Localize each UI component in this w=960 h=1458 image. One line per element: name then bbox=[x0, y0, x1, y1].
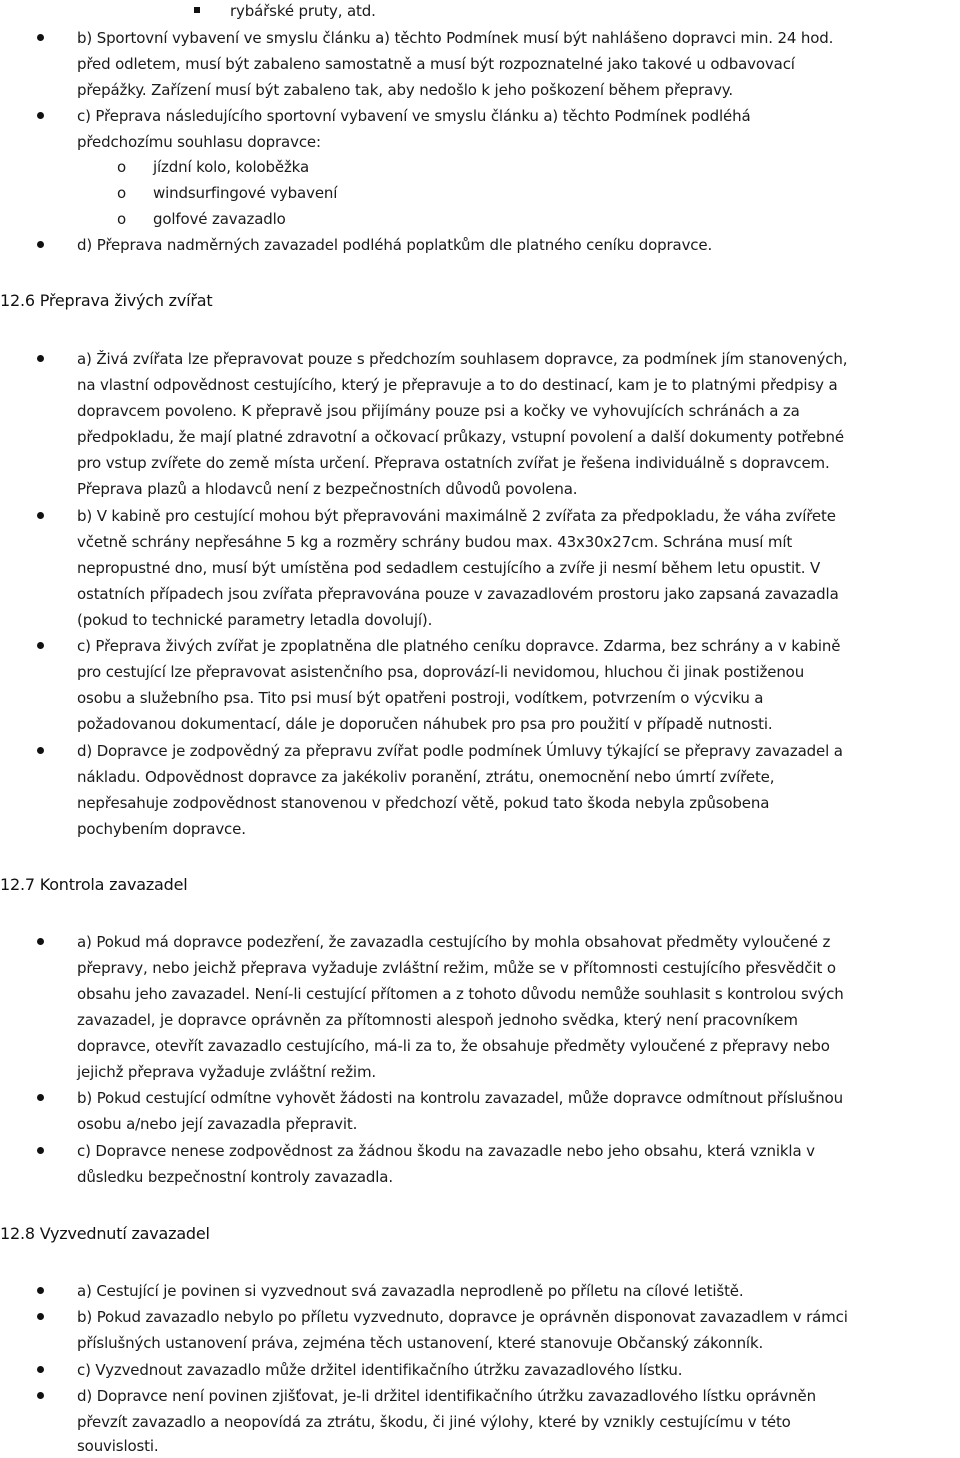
paragraph-line: ostatních případech jsou zvířata přepravována pouze v zavazadlovém prostoru jako zapsaná zavazadla bbox=[77, 585, 839, 603]
bullet-icon bbox=[37, 1147, 44, 1154]
paragraph-line: požadovanou dokumentací, dále je doporučen náhubek pro psa pro použití v případě nutnosti. bbox=[77, 715, 773, 733]
list-item-c-line-1: c) Přeprava následujícího sportovní vybavení ve smyslu článku a) těchto Podmínek podléhá bbox=[77, 107, 751, 125]
sub-list-marker: o bbox=[117, 210, 127, 228]
paragraph-line: dopravcem povoleno. K přepravě jsou přijímány pouze psi a kočky ve vyhovujících schránách a za bbox=[77, 402, 800, 420]
sub-list-item-windsurf: windsurfingové vybavení bbox=[153, 184, 338, 202]
section-heading-12-8: 12.8 Vyzvednutí zavazadel bbox=[0, 1224, 210, 1243]
bullet-icon bbox=[37, 512, 44, 519]
paragraph-line: osobu a/nebo její zavazadla přepravit. bbox=[77, 1115, 358, 1133]
paragraph-line: souvislosti. bbox=[77, 1437, 159, 1455]
paragraph-line: c) Vyzvednout zavazadlo může držitel identifikačního útržku zavazadlového lístku. bbox=[77, 1361, 683, 1379]
paragraph-line: a) Pokud má dopravce podezření, že zavazadla cestujícího by mohla obsahovat předměty vyloučené z bbox=[77, 933, 831, 951]
paragraph-line: b) V kabině pro cestující mohou být přepravováni maximálně 2 zvířata za předpokladu, že váha zvířete bbox=[77, 507, 836, 525]
paragraph-line: pro cestující lze přepravovat asistenčního psa, doprovází-li nevidomou, hluchou či jinak postiženou bbox=[77, 663, 805, 681]
paragraph-line: a) Cestující je povinen si vyzvednout svá zavazadla neprodleně po příletu na cílové letiště. bbox=[77, 1282, 744, 1300]
paragraph-line: c) Dopravce nenese zodpovědnost za žádnou škodu na zavazadle nebo jeho obsahu, která vznikla v bbox=[77, 1142, 815, 1160]
bullet-icon bbox=[37, 112, 44, 119]
section-heading-12-7: 12.7 Kontrola zavazadel bbox=[0, 875, 188, 894]
paragraph-line: d) Dopravce je zodpovědný za přepravu zvířat podle podmínek Úmluvy týkající se přepravy zavazadel a bbox=[77, 742, 843, 760]
paragraph-line: převzít zavazadlo a neopovídá za ztrátu, škodu, či jiné výlohy, které by vznikly cestujícímu v této bbox=[77, 1413, 791, 1431]
paragraph-line: pro vstup zvířete do země místa určení. Přeprava ostatních zvířat je řešena individuálně s dopravcem. bbox=[77, 454, 830, 472]
list-item-b-line-3: přepážky. Zařízení musí být zabaleno tak, aby nedošlo k jeho poškození během přepravy. bbox=[77, 81, 734, 99]
paragraph-line: nepropustné dno, musí být umístěna pod sedadlem cestujícího a zvíře ji nesmí během letu opustit. V bbox=[77, 559, 821, 577]
paragraph-line: b) Pokud zavazadlo nebylo po příletu vyzvednuto, dopravce je oprávněn disponovat zavazadlem v rámci bbox=[77, 1308, 848, 1326]
square-bullet-icon bbox=[194, 7, 200, 13]
paragraph-line: b) Pokud cestující odmítne vyhovět žádosti na kontrolu zavazadel, může dopravce odmítnout příslušnou bbox=[77, 1089, 844, 1107]
list-item-d-line-1: d) Přeprava nadměrných zavazadel podléhá poplatkům dle platného ceníku dopravce. bbox=[77, 236, 713, 254]
bullet-icon bbox=[37, 1366, 44, 1373]
paragraph-line: včetně schrány nepřesáhne 5 kg a rozměry schrány budou max. 43x30x27cm. Schrána musí mít bbox=[77, 533, 793, 551]
paragraph-line: c) Přeprava živých zvířat je zpoplatněna dle platného ceníku dopravce. Zdarma, bez schrány a v kabině bbox=[77, 637, 841, 655]
paragraph-line: Přeprava plazů a hlodavců není z bezpečnostních důvodů povolena. bbox=[77, 480, 578, 498]
paragraph-line: přepravy, nebo jeichž přeprava vyžaduje zvláštní režim, může se v přítomnosti cestujícího přesvědčit o bbox=[77, 959, 836, 977]
paragraph-line: jejichž přeprava vyžaduje zvláštní režim. bbox=[77, 1063, 377, 1081]
sub-list-item-bike: jízdní kolo, koloběžka bbox=[153, 158, 309, 176]
paragraph-line: důsledku bezpečnostní kontroly zavazadla. bbox=[77, 1168, 393, 1186]
paragraph-line: osobu a služebního psa. Tito psi musí být opatřeni postroji, vodítkem, potvrzením o výcviku a bbox=[77, 689, 764, 707]
list-item-b-line-1: b) Sportovní vybavení ve smyslu článku a) těchto Podmínek musí být nahlášeno dopravci min. 24 hod. bbox=[77, 29, 834, 47]
bullet-icon bbox=[37, 34, 44, 41]
paragraph-line: pochybením dopravce. bbox=[77, 820, 246, 838]
list-subitem-fishing-rods: rybářské pruty, atd. bbox=[230, 2, 376, 20]
sub-list-marker: o bbox=[117, 158, 127, 176]
bullet-icon bbox=[37, 1313, 44, 1320]
paragraph-line: (pokud to technické parametry letadla dovolují). bbox=[77, 611, 433, 629]
sub-list-marker: o bbox=[117, 184, 127, 202]
paragraph-line: a) Živá zvířata lze přepravovat pouze s předchozím souhlasem dopravce, za podmínek jím stanovených, bbox=[77, 350, 848, 368]
section-heading-12-6: 12.6 Přeprava živých zvířat bbox=[0, 291, 213, 310]
list-item-c-line-2: předchozímu souhlasu dopravce: bbox=[77, 133, 321, 151]
bullet-icon bbox=[37, 1094, 44, 1101]
paragraph-line: předpokladu, že mají platné zdravotní a očkovací průkazy, vstupní povolení a další dokumenty potřebné bbox=[77, 428, 844, 446]
bullet-icon bbox=[37, 747, 44, 754]
paragraph-line: zavazadel, je dopravce oprávněn za přítomnosti alespoň jednoho svědka, který není pracovníkem bbox=[77, 1011, 798, 1029]
paragraph-line: obsahu jeho zavazadel. Není-li cestující přítomen a z tohoto důvodu nemůže souhlasit s kontrolou svých bbox=[77, 985, 844, 1003]
list-item-b-line-2: před odletem, musí být zabaleno samostatně a musí být rozpoznatelné jako takové u odbavovací bbox=[77, 55, 795, 73]
paragraph-line: nepřesahuje zodpovědnost stanovenou v předchozí větě, pokud tato škoda nebyla způsobena bbox=[77, 794, 770, 812]
bullet-icon bbox=[37, 1287, 44, 1294]
bullet-icon bbox=[37, 938, 44, 945]
paragraph-line: příslušných ustanovení práva, zejména těch ustanovení, které stanovuje Občanský zákonník. bbox=[77, 1334, 764, 1352]
paragraph-line: nákladu. Odpovědnost dopravce za jakékoliv poranění, ztrátu, onemocnění nebo úmrtí zvířete, bbox=[77, 768, 775, 786]
bullet-icon bbox=[37, 241, 44, 248]
bullet-icon bbox=[37, 1392, 44, 1399]
paragraph-line: d) Dopravce není povinen zjišťovat, je-li držitel identifikačního útržku zavazadlového lístku oprávněn bbox=[77, 1387, 816, 1405]
sub-list-item-golf: golfové zavazadlo bbox=[153, 210, 286, 228]
paragraph-line: dopravce, otevřít zavazadlo cestujícího, má-li za to, že obsahuje předměty vyloučené z přepravy nebo bbox=[77, 1037, 830, 1055]
bullet-icon bbox=[37, 642, 44, 649]
paragraph-line: na vlastní odpovědnost cestujícího, který je přepravuje a to do destinací, kam je to platnými předpisy a bbox=[77, 376, 838, 394]
bullet-icon bbox=[37, 355, 44, 362]
